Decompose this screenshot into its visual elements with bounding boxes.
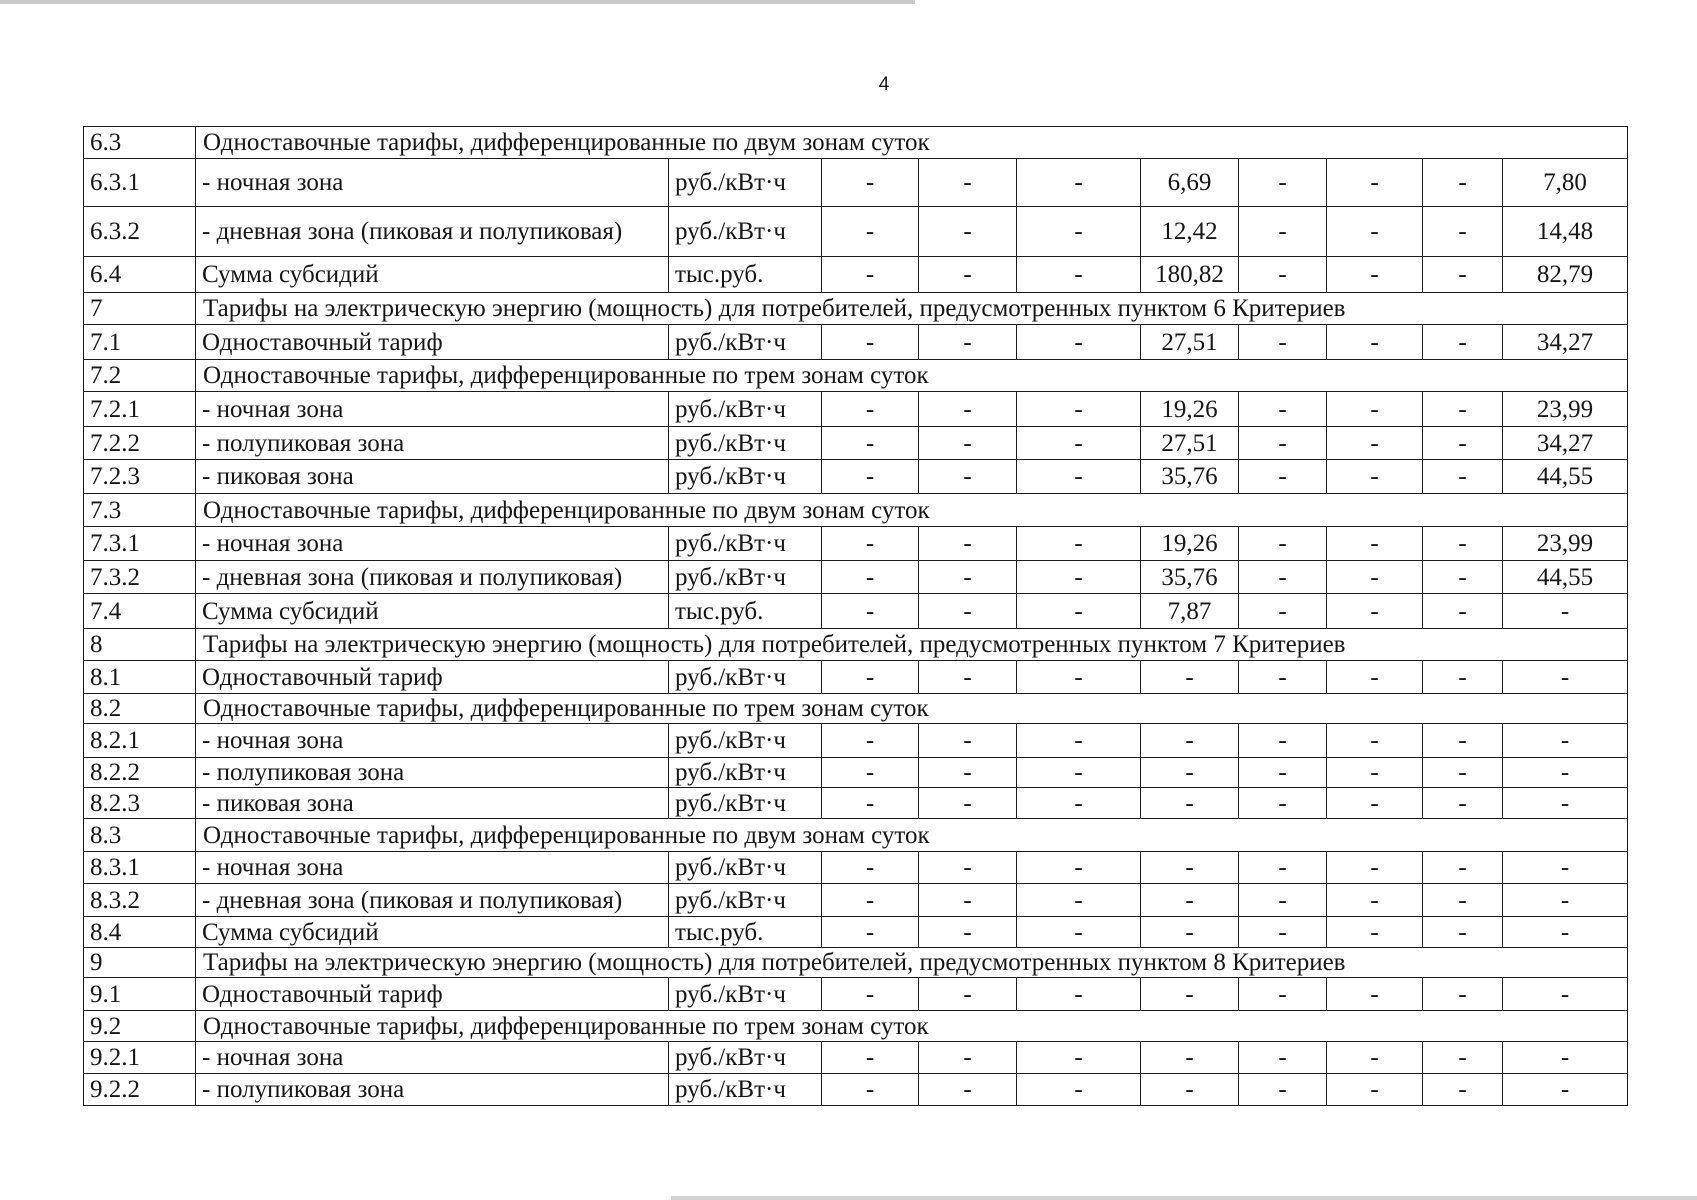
value-cell: - [1423, 207, 1503, 257]
row-name: - пиковая зона [196, 460, 669, 494]
value-cell: - [822, 392, 919, 427]
value-cell: - [1503, 1042, 1628, 1074]
row-code: 7.3.2 [84, 561, 196, 594]
table-row [84, 884, 1628, 917]
value-cell: - [1503, 852, 1628, 884]
value-cell: - [822, 159, 919, 207]
row-code: 8.2.3 [84, 788, 196, 819]
value-cell: - [1503, 594, 1628, 629]
value-cell: - [1017, 325, 1141, 360]
table-row [84, 917, 1628, 948]
row-unit: руб./кВт·ч [669, 207, 822, 257]
table-row [84, 852, 1628, 884]
value-cell: - [822, 724, 919, 758]
value-cell: - [1017, 561, 1141, 594]
value-cell: - [1423, 724, 1503, 758]
row-code: 9.2 [84, 1011, 196, 1042]
value-cell: 34,27 [1503, 427, 1628, 460]
value-cell: - [1423, 561, 1503, 594]
value-cell: - [1017, 852, 1141, 884]
value-cell: - [1141, 724, 1239, 758]
row-name: - полупиковая зона [196, 758, 669, 788]
value-cell: - [1503, 788, 1628, 819]
value-cell: - [1423, 788, 1503, 819]
value-cell: - [1327, 1074, 1423, 1106]
row-code: 8.2.1 [84, 724, 196, 758]
tariff-table-body [84, 127, 1628, 1106]
row-code: 9.2.2 [84, 1074, 196, 1106]
section-title: Одноставочные тарифы, дифференцированные по трем зонам суток [196, 360, 1628, 392]
value-cell: - [1503, 661, 1628, 694]
row-name: - ночная зона [196, 852, 669, 884]
value-cell: - [1239, 917, 1327, 948]
value-cell: 82,79 [1503, 257, 1628, 293]
table-row [84, 661, 1628, 694]
value-cell: - [1423, 257, 1503, 293]
value-cell: - [1017, 159, 1141, 207]
value-cell: - [1017, 978, 1141, 1011]
value-cell: - [919, 1042, 1017, 1074]
row-code: 7 [84, 293, 196, 325]
row-code: 8.1 [84, 661, 196, 694]
value-cell: - [1423, 159, 1503, 207]
value-cell: - [822, 460, 919, 494]
row-name: - пиковая зона [196, 788, 669, 819]
value-cell: - [1017, 460, 1141, 494]
row-unit: тыс.руб. [669, 257, 822, 293]
row-unit: руб./кВт·ч [669, 661, 822, 694]
value-cell: - [1141, 852, 1239, 884]
value-cell: - [1327, 1042, 1423, 1074]
value-cell: - [1239, 392, 1327, 427]
row-code: 8.3.2 [84, 884, 196, 917]
value-cell: - [919, 917, 1017, 948]
value-cell: - [1423, 1042, 1503, 1074]
value-cell: - [1017, 427, 1141, 460]
row-name: - дневная зона (пиковая и полупиковая) [196, 884, 669, 917]
row-name: Одноставочный тариф [196, 325, 669, 360]
value-cell: - [1017, 1074, 1141, 1106]
value-cell: - [1423, 758, 1503, 788]
section-row [84, 293, 1628, 325]
value-cell: - [1239, 527, 1327, 561]
table-row [84, 594, 1628, 629]
section-title: Одноставочные тарифы, дифференцированные по двум зонам суток [196, 494, 1628, 527]
row-code: 7.3.1 [84, 527, 196, 561]
row-name: - ночная зона [196, 724, 669, 758]
value-cell: 180,82 [1141, 257, 1239, 293]
value-cell: - [1327, 884, 1423, 917]
value-cell: - [1327, 207, 1423, 257]
value-cell: - [1423, 1074, 1503, 1106]
value-cell: - [1017, 207, 1141, 257]
row-unit: руб./кВт·ч [669, 392, 822, 427]
row-name: - ночная зона [196, 527, 669, 561]
value-cell: - [1239, 257, 1327, 293]
value-cell: - [1239, 207, 1327, 257]
row-unit: руб./кВт·ч [669, 561, 822, 594]
row-code: 8.4 [84, 917, 196, 948]
row-code: 7.1 [84, 325, 196, 360]
value-cell: 34,27 [1503, 325, 1628, 360]
value-cell: - [919, 460, 1017, 494]
row-unit: тыс.руб. [669, 594, 822, 629]
value-cell: - [1017, 884, 1141, 917]
row-code: 7.3 [84, 494, 196, 527]
row-unit: руб./кВт·ч [669, 1042, 822, 1074]
value-cell: - [919, 257, 1017, 293]
section-row [84, 629, 1628, 661]
row-unit: руб./кВт·ч [669, 758, 822, 788]
scan-edge-top [0, 0, 915, 4]
table-row [84, 561, 1628, 594]
value-cell: - [1327, 257, 1423, 293]
value-cell: - [1239, 788, 1327, 819]
section-row [84, 127, 1628, 159]
row-unit: руб./кВт·ч [669, 1074, 822, 1106]
row-code: 7.2 [84, 360, 196, 392]
value-cell: - [822, 852, 919, 884]
row-unit: руб./кВт·ч [669, 427, 822, 460]
value-cell: 27,51 [1141, 427, 1239, 460]
value-cell: - [1423, 392, 1503, 427]
table-row [84, 527, 1628, 561]
row-name: Сумма субсидий [196, 917, 669, 948]
value-cell: - [1239, 325, 1327, 360]
section-row [84, 819, 1628, 852]
table-row [84, 460, 1628, 494]
value-cell: - [1017, 758, 1141, 788]
value-cell: - [822, 884, 919, 917]
value-cell: - [919, 427, 1017, 460]
section-title: Одноставочные тарифы, дифференцированные по трем зонам суток [196, 694, 1628, 724]
row-code: 9 [84, 948, 196, 978]
value-cell: - [1423, 852, 1503, 884]
section-title: Тарифы на электрическую энергию (мощность) для потребителей, предусмотренных пунктом 7 Критериев [196, 629, 1628, 661]
value-cell: - [822, 661, 919, 694]
row-unit: тыс.руб. [669, 917, 822, 948]
value-cell: - [1327, 852, 1423, 884]
value-cell: - [1017, 917, 1141, 948]
row-name: - полупиковая зона [196, 427, 669, 460]
value-cell: - [1327, 917, 1423, 948]
value-cell: - [822, 427, 919, 460]
value-cell: - [1017, 527, 1141, 561]
section-row [84, 360, 1628, 392]
section-row [84, 694, 1628, 724]
value-cell: - [1239, 561, 1327, 594]
value-cell: - [1141, 978, 1239, 1011]
value-cell: - [1327, 788, 1423, 819]
value-cell: - [1141, 1074, 1239, 1106]
page-number: 4 [878, 74, 890, 95]
value-cell: - [1327, 724, 1423, 758]
section-title: Тарифы на электрическую энергию (мощность) для потребителей, предусмотренных пунктом 8 Критериев [196, 948, 1628, 978]
section-title: Одноставочные тарифы, дифференцированные по двум зонам суток [196, 819, 1628, 852]
row-code: 7.4 [84, 594, 196, 629]
value-cell: - [1423, 460, 1503, 494]
value-cell: 23,99 [1503, 527, 1628, 561]
row-unit: руб./кВт·ч [669, 527, 822, 561]
value-cell: - [1327, 460, 1423, 494]
value-cell: - [1503, 724, 1628, 758]
table-row [84, 207, 1628, 257]
value-cell: - [1423, 325, 1503, 360]
value-cell: 44,55 [1503, 561, 1628, 594]
value-cell: - [1141, 661, 1239, 694]
value-cell: - [1239, 661, 1327, 694]
value-cell: - [1423, 917, 1503, 948]
value-cell: - [919, 594, 1017, 629]
value-cell: - [1239, 1074, 1327, 1106]
value-cell: 7,87 [1141, 594, 1239, 629]
value-cell: - [919, 852, 1017, 884]
row-name: Одноставочный тариф [196, 661, 669, 694]
value-cell: - [1017, 594, 1141, 629]
value-cell: - [1017, 724, 1141, 758]
value-cell: - [1503, 1074, 1628, 1106]
row-code: 6.3.1 [84, 159, 196, 207]
row-name: Одноставочный тариф [196, 978, 669, 1011]
row-code: 6.3 [84, 127, 196, 159]
value-cell: 12,42 [1141, 207, 1239, 257]
value-cell: - [1327, 159, 1423, 207]
value-cell: - [919, 978, 1017, 1011]
value-cell: 7,80 [1503, 159, 1628, 207]
value-cell: - [1423, 884, 1503, 917]
value-cell: - [919, 1074, 1017, 1106]
value-cell: - [1017, 1042, 1141, 1074]
tariff-table [83, 126, 1628, 1106]
value-cell: - [822, 788, 919, 819]
table-row [84, 257, 1628, 293]
value-cell: - [1239, 884, 1327, 917]
section-row [84, 1011, 1628, 1042]
value-cell: 19,26 [1141, 527, 1239, 561]
row-code: 9.2.1 [84, 1042, 196, 1074]
value-cell: 35,76 [1141, 561, 1239, 594]
value-cell: - [1141, 884, 1239, 917]
value-cell: - [1327, 978, 1423, 1011]
row-name: Сумма субсидий [196, 594, 669, 629]
scan-edge-bottom [671, 1196, 1697, 1200]
table-row [84, 978, 1628, 1011]
value-cell: 35,76 [1141, 460, 1239, 494]
table-row [84, 758, 1628, 788]
row-code: 7.2.1 [84, 392, 196, 427]
value-cell: - [919, 159, 1017, 207]
section-title: Одноставочные тарифы, дифференцированные по двум зонам суток [196, 127, 1628, 159]
value-cell: - [1239, 1042, 1327, 1074]
value-cell: - [919, 527, 1017, 561]
value-cell: - [1141, 1042, 1239, 1074]
value-cell: - [822, 1042, 919, 1074]
value-cell: 23,99 [1503, 392, 1628, 427]
value-cell: - [1239, 427, 1327, 460]
value-cell: - [1327, 427, 1423, 460]
row-code: 8 [84, 629, 196, 661]
row-name: - ночная зона [196, 159, 669, 207]
row-code: 6.3.2 [84, 207, 196, 257]
row-code: 7.2.3 [84, 460, 196, 494]
value-cell: - [1423, 594, 1503, 629]
row-name: Сумма субсидий [196, 257, 669, 293]
row-unit: руб./кВт·ч [669, 978, 822, 1011]
row-code: 8.2 [84, 694, 196, 724]
value-cell: - [822, 917, 919, 948]
value-cell: - [1423, 527, 1503, 561]
value-cell: - [1239, 460, 1327, 494]
section-row [84, 494, 1628, 527]
value-cell: - [822, 758, 919, 788]
value-cell: - [919, 661, 1017, 694]
value-cell: - [1017, 661, 1141, 694]
row-code: 6.4 [84, 257, 196, 293]
value-cell: - [1017, 392, 1141, 427]
value-cell: - [1327, 325, 1423, 360]
value-cell: - [1239, 159, 1327, 207]
value-cell: - [1423, 427, 1503, 460]
value-cell: - [1327, 392, 1423, 427]
value-cell: - [1327, 661, 1423, 694]
value-cell: 27,51 [1141, 325, 1239, 360]
value-cell: - [822, 257, 919, 293]
table-row [84, 724, 1628, 758]
value-cell: - [822, 325, 919, 360]
value-cell: - [1327, 758, 1423, 788]
table-row [84, 1042, 1628, 1074]
value-cell: - [1503, 884, 1628, 917]
row-code: 8.2.2 [84, 758, 196, 788]
section-title: Тарифы на электрическую энергию (мощность) для потребителей, предусмотренных пунктом 6 Критериев [196, 293, 1628, 325]
value-cell: 44,55 [1503, 460, 1628, 494]
value-cell: - [822, 207, 919, 257]
table-row [84, 788, 1628, 819]
row-unit: руб./кВт·ч [669, 788, 822, 819]
value-cell: - [919, 788, 1017, 819]
value-cell: - [1503, 758, 1628, 788]
table-row [84, 427, 1628, 460]
value-cell: - [1239, 852, 1327, 884]
value-cell: - [822, 1074, 919, 1106]
section-title: Одноставочные тарифы, дифференцированные по трем зонам суток [196, 1011, 1628, 1042]
value-cell: - [919, 561, 1017, 594]
value-cell: 14,48 [1503, 207, 1628, 257]
table-row [84, 159, 1628, 207]
row-code: 8.3 [84, 819, 196, 852]
row-code: 8.3.1 [84, 852, 196, 884]
value-cell: 19,26 [1141, 392, 1239, 427]
row-unit: руб./кВт·ч [669, 325, 822, 360]
value-cell: - [822, 594, 919, 629]
value-cell: - [1239, 758, 1327, 788]
row-unit: руб./кВт·ч [669, 724, 822, 758]
row-name: - дневная зона (пиковая и полупиковая) [196, 561, 669, 594]
row-unit: руб./кВт·ч [669, 884, 822, 917]
row-unit: руб./кВт·ч [669, 159, 822, 207]
value-cell: - [1141, 917, 1239, 948]
value-cell: - [1503, 917, 1628, 948]
value-cell: - [1017, 257, 1141, 293]
row-name: - ночная зона [196, 392, 669, 427]
row-code: 7.2.2 [84, 427, 196, 460]
value-cell: - [919, 884, 1017, 917]
row-name: - ночная зона [196, 1042, 669, 1074]
value-cell: - [1239, 594, 1327, 629]
value-cell: - [1327, 561, 1423, 594]
value-cell: - [1141, 788, 1239, 819]
section-row [84, 948, 1628, 978]
row-unit: руб./кВт·ч [669, 460, 822, 494]
value-cell: - [822, 527, 919, 561]
value-cell: - [1239, 724, 1327, 758]
value-cell: - [1423, 978, 1503, 1011]
table-row [84, 392, 1628, 427]
value-cell: - [1239, 978, 1327, 1011]
value-cell: - [822, 561, 919, 594]
value-cell: - [919, 207, 1017, 257]
value-cell: - [919, 724, 1017, 758]
value-cell: - [919, 758, 1017, 788]
value-cell: - [1017, 788, 1141, 819]
value-cell: - [1503, 978, 1628, 1011]
table-row [84, 1074, 1628, 1106]
value-cell: - [1423, 661, 1503, 694]
value-cell: - [1327, 594, 1423, 629]
row-unit: руб./кВт·ч [669, 852, 822, 884]
value-cell: 6,69 [1141, 159, 1239, 207]
value-cell: - [919, 325, 1017, 360]
value-cell: - [919, 392, 1017, 427]
row-name: - полупиковая зона [196, 1074, 669, 1106]
table-row [84, 325, 1628, 360]
row-code: 9.1 [84, 978, 196, 1011]
value-cell: - [1141, 758, 1239, 788]
row-name: - дневная зона (пиковая и полупиковая) [196, 207, 669, 257]
value-cell: - [822, 978, 919, 1011]
value-cell: - [1327, 527, 1423, 561]
